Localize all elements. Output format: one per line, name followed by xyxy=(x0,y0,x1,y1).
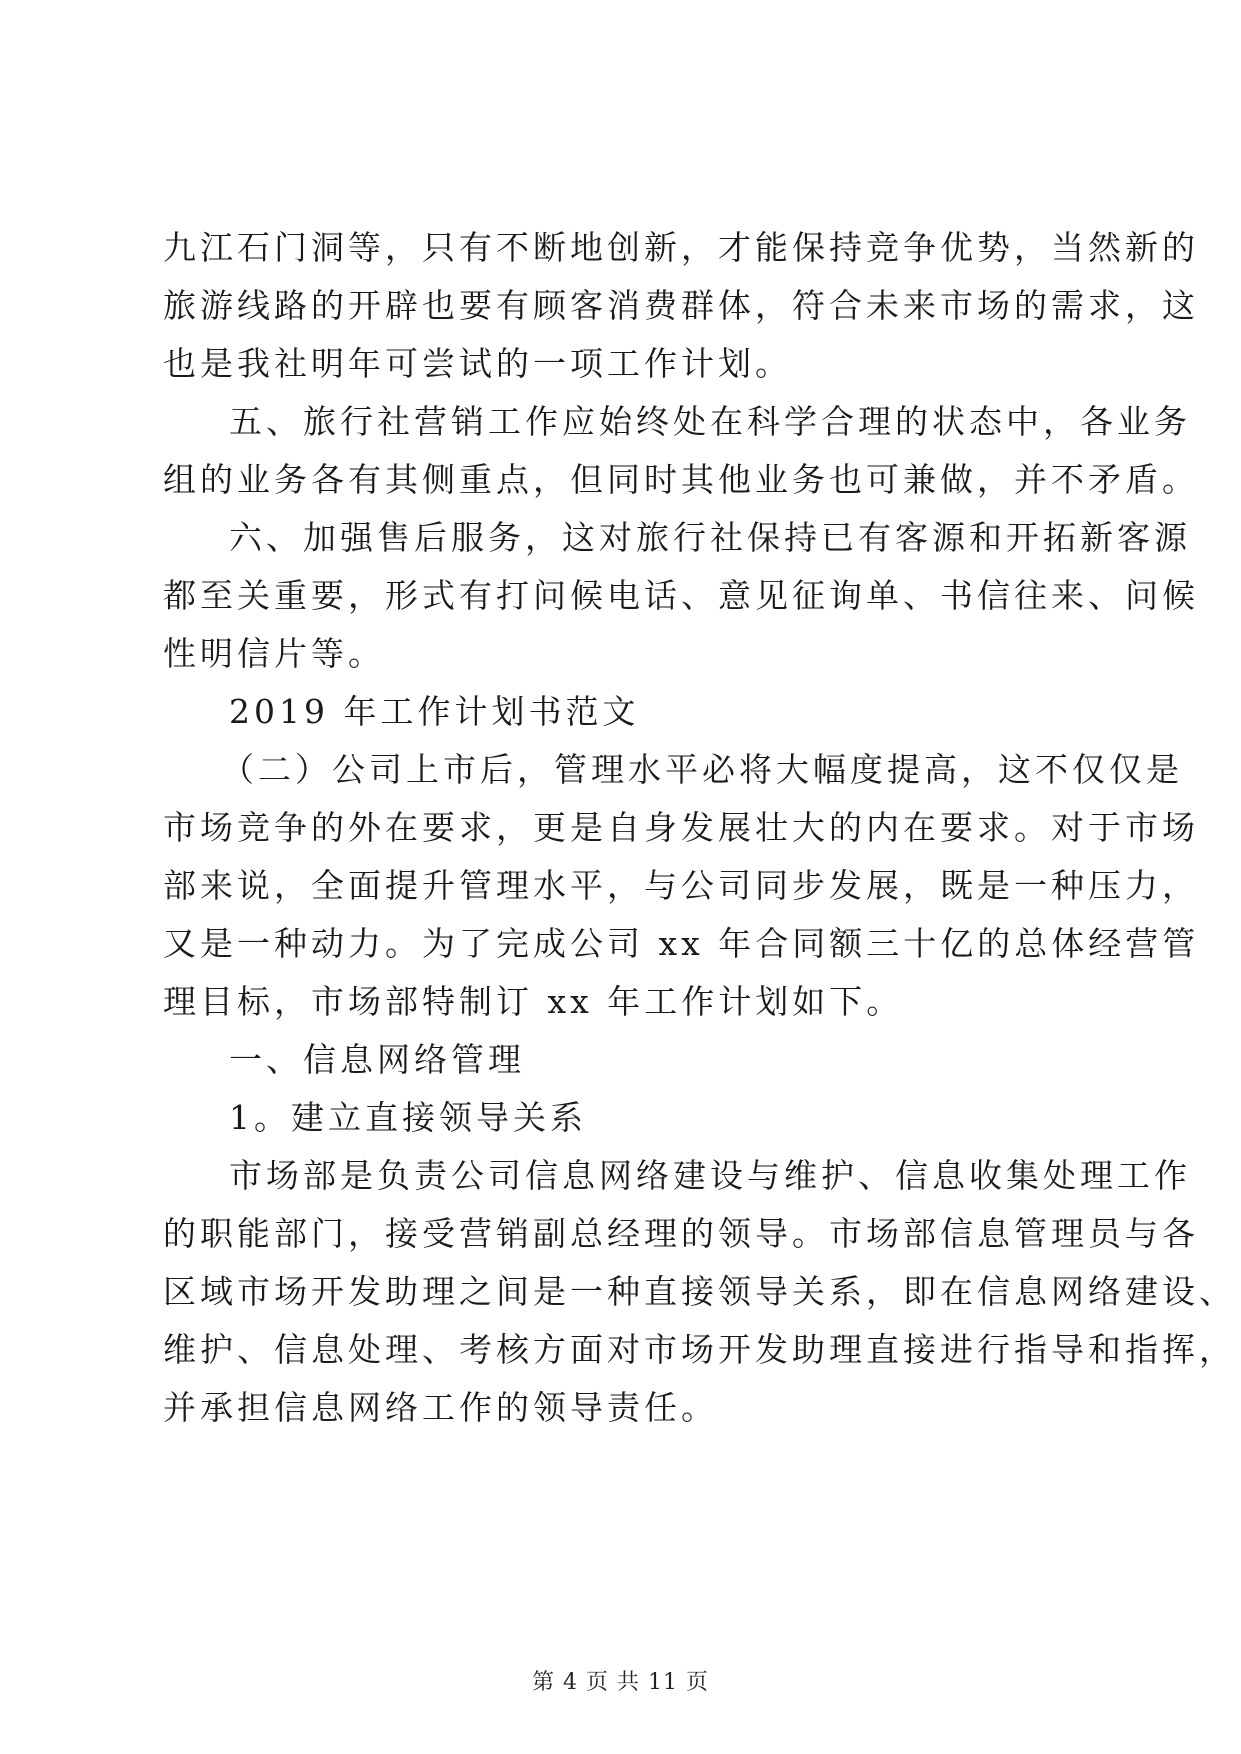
text-line: 市场部是负责公司信息网络建设与维护、信息收集处理工作 xyxy=(229,1156,1191,1195)
section-heading: 2019 年工作计划书范文 xyxy=(229,692,640,731)
text-line: 六、加强售后服务，这对旅行社保持已有客源和开拓新客源 xyxy=(229,518,1191,557)
text-line: 组的业务各有其侧重点，但同时其他业务也可兼做，并不矛盾。 xyxy=(163,460,1199,499)
subsection-heading: 1。建立直接领导关系 xyxy=(229,1098,587,1137)
text-line: 都至关重要，形式有打问候电话、意见征询单、书信往来、问候 xyxy=(163,576,1199,615)
page-footer: 第 4 页 共 11 页 xyxy=(532,1670,709,1695)
text-line: 理目标，市场部特制订 xx 年工作计划如下。 xyxy=(163,982,904,1021)
section-heading: 一、信息网络管理 xyxy=(229,1040,525,1079)
text-line: 也是我社明年可尝试的一项工作计划。 xyxy=(163,344,792,383)
text-line: 旅游线路的开辟也要有顾客消费群体，符合未来市场的需求，这 xyxy=(163,286,1199,325)
text-line: 维护、信息处理、考核方面对市场开发助理直接进行指导和指挥， xyxy=(163,1330,1236,1369)
text-line: 部来说，全面提升管理水平，与公司同步发展，既是一种压力， xyxy=(163,866,1199,905)
text-line: 性明信片等。 xyxy=(163,634,385,673)
text-line: 的职能部门，接受营销副总经理的领导。市场部信息管理员与各 xyxy=(163,1214,1199,1253)
text-line: 并承担信息网络工作的领导责任。 xyxy=(163,1388,718,1427)
text-line: 九江石门洞等，只有不断地创新，才能保持竞争优势，当然新的 xyxy=(163,228,1199,267)
text-line: 五、旅行社营销工作应始终处在科学合理的状态中，各业务 xyxy=(229,402,1191,441)
text-line: 市场竞争的外在要求，更是自身发展壮大的内在要求。对于市场 xyxy=(163,808,1199,847)
text-line: （二）公司上市后，管理水平必将大幅度提高，这不仅仅是 xyxy=(221,750,1183,789)
text-line: 区域市场开发助理之间是一种直接领导关系，即在信息网络建设、 xyxy=(163,1272,1236,1311)
text-line: 又是一种动力。为了完成公司 xx 年合同额三十亿的总体经营管 xyxy=(163,924,1200,963)
